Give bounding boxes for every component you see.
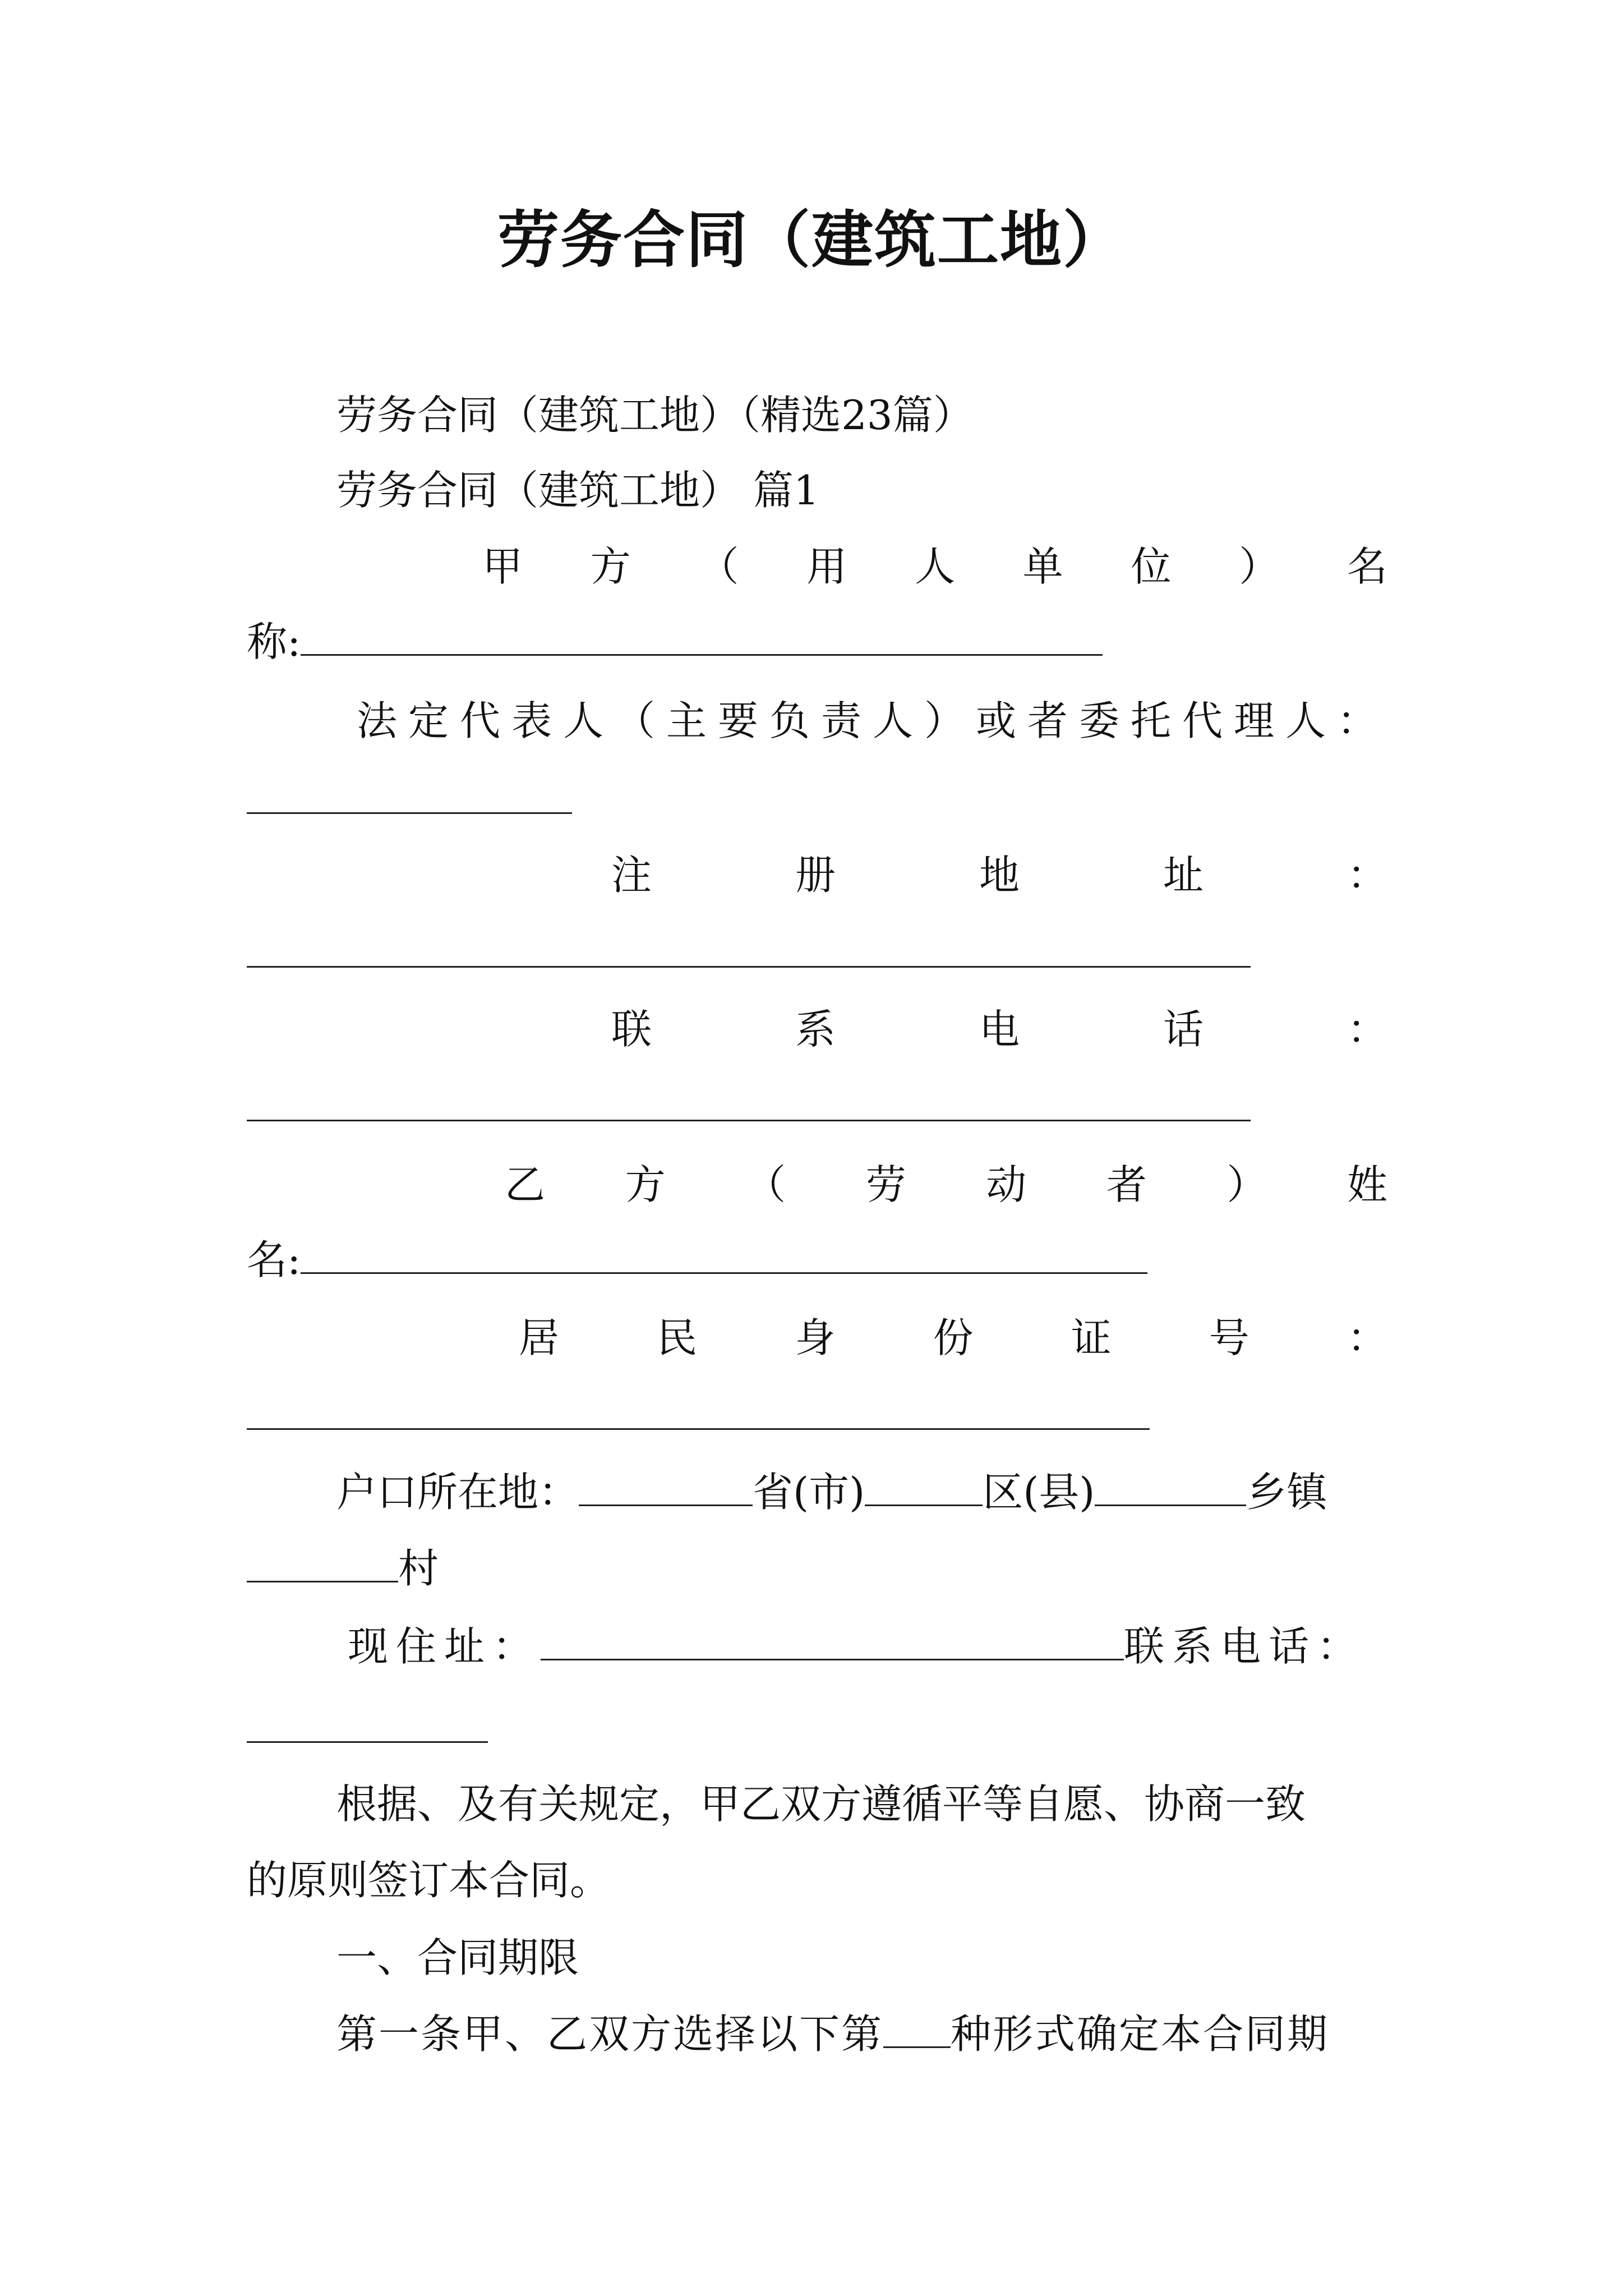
party-a-representative-label: 法定代表人（主要负责人）或者委托代理人： [357, 697, 1389, 744]
party-b-hukou-line: 户口所在地： 省(市) 区(县) 乡镇 [336, 1464, 1327, 1520]
party-b-contact-phone-blank[interactable] [247, 1741, 488, 1743]
party-b-name-blank[interactable] [301, 1233, 1147, 1274]
current-address-blank[interactable] [541, 1619, 1124, 1660]
section-line: 劳务合同（建筑工地） 篇1 [336, 467, 819, 514]
party-a-name-blank[interactable] [301, 615, 1103, 656]
party-b-name-tail: 名: [247, 1232, 1147, 1288]
party-a-name-tail: 称: [247, 614, 1103, 670]
article-one-line: 第一条甲、乙双方选择以下第 种形式确定本合同期 [336, 2006, 1329, 2062]
article-one-form-blank[interactable] [883, 2007, 951, 2048]
basis-paragraph-line1: 根据、及有关规定，甲乙双方遵循平等自愿、协商一致 [336, 1780, 1306, 1828]
hukou-province-blank[interactable] [579, 1465, 753, 1506]
document-title: 劳务合同（建筑工地） [497, 204, 1126, 276]
party-b-id-label: 居 民 身 份 证 号 ： [519, 1314, 1387, 1361]
hukou-district-blank[interactable] [865, 1465, 983, 1506]
party-a-address-label: 注 册 地 址 ： [611, 852, 1387, 899]
party-b-name-label: 乙 方 （ 劳 动 者 ） 姓 [505, 1161, 1387, 1208]
party-a-address-blank[interactable] [247, 966, 1251, 968]
section-one-heading: 一、合同期限 [336, 1934, 579, 1981]
hukou-town-blank[interactable] [1095, 1465, 1246, 1506]
party-b-hukou-village-line: 村 [247, 1540, 439, 1596]
party-a-phone-label: 联 系 电 话 ： [611, 1006, 1387, 1053]
hukou-village-blank[interactable] [247, 1542, 398, 1582]
basis-paragraph-line2: 的原则签订本合同。 [247, 1857, 611, 1904]
party-a-phone-blank[interactable] [247, 1120, 1251, 1121]
intro-line: 劳务合同（建筑工地）（精选23篇） [336, 392, 974, 439]
party-a-representative-blank[interactable] [247, 812, 572, 814]
party-b-current-address-line: 现住址： 联系电话： [348, 1618, 1365, 1674]
party-b-id-blank[interactable] [247, 1428, 1150, 1430]
party-a-name-label: 甲 方 （ 用 人 单 位 ） 名 [482, 543, 1387, 590]
